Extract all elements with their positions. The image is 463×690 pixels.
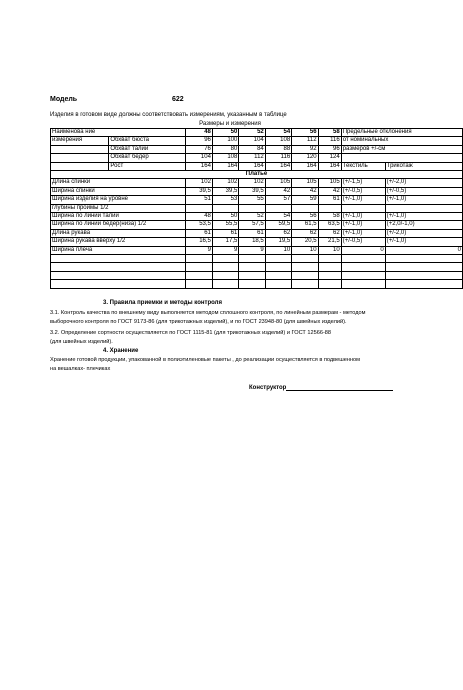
size-value: 116 [265, 154, 291, 162]
knit-tolerance: (+/-0,5) [385, 187, 462, 195]
knit-tolerance: (+2,0/-1,0) [385, 221, 462, 229]
empty-cell [186, 280, 212, 288]
size-value: 102 [186, 179, 212, 187]
size-value: 100 [212, 137, 238, 145]
empty-cell [385, 280, 462, 288]
size-value: 48 [186, 213, 212, 221]
size-value: 55,5 [212, 221, 238, 229]
size-value: 50 [212, 213, 238, 221]
textile-tolerance [341, 204, 385, 212]
size-value: 84 [239, 145, 265, 153]
section3-paragraph-1: 3.1. Контроль качества по внешнему виду выполняется методом сплошного контроля, по линейным размерам - методом [50, 310, 366, 316]
size-value: 42 [265, 187, 291, 195]
empty-cell [292, 263, 318, 271]
garment-measurement-label: Ширина плеча [51, 246, 186, 254]
section3-paragraph-4: (для швейных изделий). [50, 339, 113, 345]
garment-measurement-row [51, 213, 463, 221]
section3-heading: 3. Правила приемки и методы контроля [103, 300, 222, 306]
empty-cell [318, 255, 341, 263]
section-title: Платье [51, 171, 463, 179]
empty-cell [239, 271, 265, 279]
size-value: 164 [212, 162, 238, 170]
body-measurement-row [51, 145, 463, 153]
empty-row [51, 255, 463, 263]
size-value: 62 [318, 229, 341, 237]
knit-tolerance: 0 [385, 246, 462, 254]
tolerance-note: размеров +/-см [341, 145, 462, 153]
empty-cell [51, 263, 186, 271]
size-value: 18,5 [239, 238, 265, 246]
empty-cell [265, 271, 291, 279]
size-value [292, 204, 318, 212]
section4-paragraph-1: Хранение готовой продукции, упакованной в полиэтиленовые пакеты , до реализации осуществляется в подвешенном [50, 357, 360, 363]
size-value: 54 [265, 213, 291, 221]
measurement-label: Обхват талии [109, 145, 186, 153]
size-value: 9 [186, 246, 212, 254]
empty-cell [385, 263, 462, 271]
size-value: 55 [239, 196, 265, 204]
size-value: 61 [212, 229, 238, 237]
size-value: 120 [292, 154, 318, 162]
size-value: 57 [265, 196, 291, 204]
size-value [239, 204, 265, 212]
size-header: 52 [239, 129, 265, 137]
size-value: 108 [265, 137, 291, 145]
size-value: 80 [212, 145, 238, 153]
empty-cell [212, 255, 238, 263]
name-cell [51, 162, 109, 170]
section3-paragraph-3: 3.2. Определение сортности осуществляется по ГОСТ 1115-81 (для трикотажных изделий) и ГОСТ 12566-88 [50, 330, 332, 336]
name-header: Наименова ние [51, 129, 186, 137]
empty-cell [292, 255, 318, 263]
textile-tolerance: (+/-1,0) [341, 229, 385, 237]
garment-measurement-label: Ширина по линии талии [51, 213, 186, 221]
garment-measurement-label: Ширина спинки [51, 187, 186, 195]
empty-cell [239, 263, 265, 271]
size-value: 42 [318, 187, 341, 195]
empty-cell [212, 263, 238, 271]
size-value: 61,5 [292, 221, 318, 229]
size-value: 10 [318, 246, 341, 254]
garment-measurement-label: Длина спинки [51, 179, 186, 187]
signature-label: Конструктор [249, 385, 287, 391]
size-value: 20,5 [292, 238, 318, 246]
signature-block [249, 384, 393, 391]
size-value: 105 [265, 179, 291, 187]
size-value: 88 [265, 145, 291, 153]
empty-row [51, 280, 463, 288]
size-header: 58 [318, 129, 341, 137]
size-value: 56 [292, 213, 318, 221]
size-value: 53 [212, 196, 238, 204]
size-value: 10 [292, 246, 318, 254]
empty-cell [239, 280, 265, 288]
empty-cell [51, 271, 186, 279]
empty-cell [51, 280, 186, 288]
empty-cell [265, 280, 291, 288]
size-value: 112 [292, 137, 318, 145]
body-measurement-row [51, 154, 463, 162]
empty-cell [186, 271, 212, 279]
knit-tolerance [385, 204, 462, 212]
textile-tolerance: (+/-1,0) [341, 196, 385, 204]
size-header: 48 [186, 129, 212, 137]
size-value: 102 [212, 179, 238, 187]
size-value: 39,5 [186, 187, 212, 195]
garment-measurement-row [51, 221, 463, 229]
size-value: 61 [239, 229, 265, 237]
empty-cell [341, 280, 385, 288]
empty-cell [265, 255, 291, 263]
body-measurement-row [51, 137, 463, 145]
empty-cell [318, 280, 341, 288]
empty-cell [265, 263, 291, 271]
empty-cell [186, 263, 212, 271]
textile-tolerance: (+/-1,5) [341, 179, 385, 187]
empty-cell [341, 271, 385, 279]
garment-measurement-label: Ширина по линии бедер(низа) 1/2 [51, 221, 186, 229]
size-value: 51 [186, 196, 212, 204]
size-value: 21,5 [318, 238, 341, 246]
name-cell [51, 145, 109, 153]
name-cell: измерения [51, 137, 109, 145]
textile-tolerance: (+/-1,0) [341, 213, 385, 221]
size-value: 61 [186, 229, 212, 237]
empty-cell [318, 263, 341, 271]
size-value: 108 [212, 154, 238, 162]
empty-row [51, 263, 463, 271]
size-header: 56 [292, 129, 318, 137]
size-value: 104 [186, 154, 212, 162]
size-value: 62 [292, 229, 318, 237]
textile-tolerance: (+/-1,0) [341, 221, 385, 229]
size-value: 61 [318, 196, 341, 204]
garment-measurement-row [51, 238, 463, 246]
size-header: 54 [265, 129, 291, 137]
garment-measurement-row [51, 196, 463, 204]
textile-header: Текстиль [341, 162, 385, 170]
size-value: 105 [292, 179, 318, 187]
size-value: 57,5 [239, 221, 265, 229]
empty-cell [292, 271, 318, 279]
garment-measurement-label: глубины проймы 1/2 [51, 204, 186, 212]
size-value: 17,5 [212, 238, 238, 246]
model-label: Модель [50, 96, 78, 103]
size-value: 124 [318, 154, 341, 162]
empty-cell [385, 271, 462, 279]
section-title-row [51, 171, 463, 179]
measurement-label: Рост [109, 162, 186, 170]
tolerance-header: Предельные отклонения [341, 129, 462, 137]
empty-cell [212, 280, 238, 288]
textile-tolerance: 0 [341, 246, 385, 254]
size-value: 116 [318, 137, 341, 145]
garment-measurement-row [51, 187, 463, 195]
size-value: 96 [318, 145, 341, 153]
measurement-label: Обхват бюста [109, 137, 186, 145]
garment-measurement-row [51, 204, 463, 212]
garment-measurement-label: Длина рукава [51, 229, 186, 237]
size-value: 164 [186, 162, 212, 170]
size-value [212, 204, 238, 212]
section4-heading: 4. Хранение [103, 348, 139, 354]
knit-tolerance: (+/-2,0) [385, 179, 462, 187]
size-value [318, 204, 341, 212]
size-value: 9 [239, 246, 265, 254]
empty-cell [292, 280, 318, 288]
size-value: 10 [265, 246, 291, 254]
size-value: 16,5 [186, 238, 212, 246]
name-cell [51, 154, 109, 162]
size-value: 58 [318, 213, 341, 221]
knit-tolerance: (+/-2,0) [385, 229, 462, 237]
size-value [265, 204, 291, 212]
garment-measurement-row [51, 229, 463, 237]
size-value [186, 204, 212, 212]
size-value: 112 [239, 154, 265, 162]
garment-measurement-row [51, 179, 463, 187]
size-value: 42 [292, 187, 318, 195]
garment-measurement-label: Ширина изделия на уровне [51, 196, 186, 204]
garment-measurement-label: Ширина рукава вверху 1/2 [51, 238, 186, 246]
knit-tolerance: (+/-1,0) [385, 238, 462, 246]
knit-tolerance: (+/-1,0) [385, 213, 462, 221]
size-value: 164 [265, 162, 291, 170]
size-value: 96 [186, 137, 212, 145]
size-value: 164 [239, 162, 265, 170]
measurement-label: Обхват бедер [109, 154, 186, 162]
size-value: 62 [265, 229, 291, 237]
body-measurement-row [51, 162, 463, 170]
size-value: 19,5 [265, 238, 291, 246]
garment-measurement-row [51, 246, 463, 254]
size-header: 50 [212, 129, 238, 137]
size-value: 104 [239, 137, 265, 145]
size-value: 63,5 [318, 221, 341, 229]
size-value: 39,5 [239, 187, 265, 195]
size-value: 92 [292, 145, 318, 153]
size-value: 52 [239, 213, 265, 221]
section4-paragraph-2: на вешалках- плечиках [50, 366, 111, 372]
empty-cell [239, 255, 265, 263]
empty-row [51, 271, 463, 279]
size-value: 102 [239, 179, 265, 187]
size-value: 164 [292, 162, 318, 170]
empty-cell [341, 263, 385, 271]
intro-text: Изделия в готовом виде должны соответствовать измерениям, указанным в таблице [50, 112, 287, 118]
size-value: 164 [318, 162, 341, 170]
empty-cell [341, 255, 385, 263]
empty-cell [51, 255, 186, 263]
empty-cell [385, 255, 462, 263]
size-value: 9 [212, 246, 238, 254]
size-value: 76 [186, 145, 212, 153]
model-number: 622 [172, 96, 184, 103]
tolerance-note: от номинальных [341, 137, 462, 145]
size-value: 39,5 [212, 187, 238, 195]
empty-cell [212, 271, 238, 279]
textile-tolerance: (+/-0,5) [341, 238, 385, 246]
empty-cell [186, 255, 212, 263]
size-value: 59,5 [265, 221, 291, 229]
size-value: 59 [292, 196, 318, 204]
size-value: 105 [318, 179, 341, 187]
knit-header: Трикотаж [385, 162, 462, 170]
textile-tolerance: (+/-0,5) [341, 187, 385, 195]
size-value: 53,5 [186, 221, 212, 229]
sizes-title: Размеры и измерения [199, 121, 261, 127]
header-row [51, 129, 463, 137]
signature-line [286, 384, 393, 391]
empty-cell [318, 271, 341, 279]
measurements-table [50, 128, 463, 289]
tolerance-note [341, 154, 462, 162]
knit-tolerance: (+/-1,0) [385, 196, 462, 204]
section3-paragraph-2: выборочного контроля по ГОСТ 9173-86 (для трикотажных изделий), и по ГОСТ 23948-80 (для швейных изделий). [50, 319, 347, 325]
